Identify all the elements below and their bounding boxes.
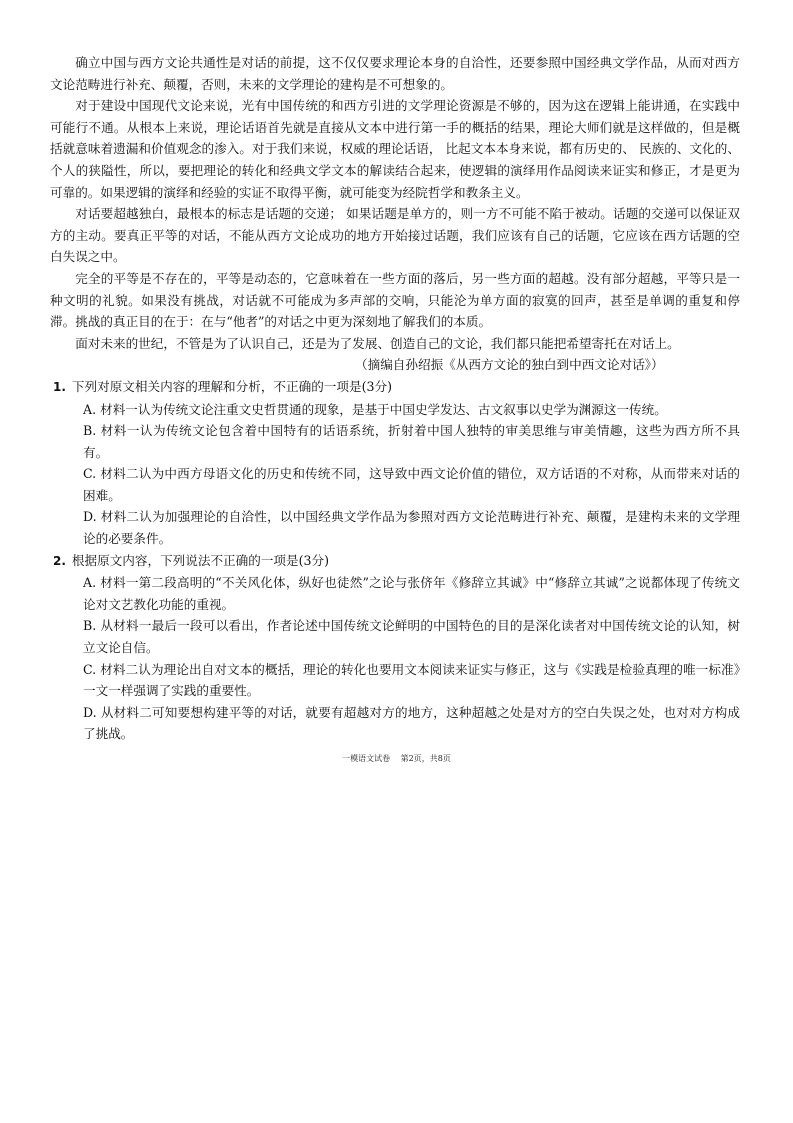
paragraph-2: 对于建设中国现代文论来说，光有中国传统的和西方引进的文学理论资源是不够的，因为这在逻辑上能讲通，在实践中可能行不通。从根本上来说，理论话语首先就是直接从文本中进行第一手的概括的结果，理论大师们就是这样做的，但是概括就意味着遗漏和价值观念的渗入。对于我们来说，权威的理论话语， 比起文本本身来说，都有历史的、 民族的、文化的、个人的狭隘性，所以，要把理论的转化和经典文学文本的解读结合起来，使逻辑的演绎用作品阅读来证实和修正，才是更为可靠的。如果逻辑的演绎和经验的实证不取得平衡，就可能变为经院哲学和教条主义。 <box>50 98 740 200</box>
paragraph-1: 确立中国与西方文论共通性是对话的前提，这不仅仅要求理论本身的自洽性，还要参照中国经典文学作品，从而对西方文论范畴进行补充、颠覆，否则，未来的文学理论的建构是不可想象的。 <box>50 55 740 92</box>
question-2-stem <box>50 550 740 573</box>
source-citation: （摘编自孙绍振《从西方文论的独白到中西文论对话》） <box>355 357 664 373</box>
question-2-option-c: C. 材料二认为理论出自对文本的概括，理论的转化也要用文本阅读来证实与修正，这与《实践是检验真理的唯一标准》一文一样强调了实践的重要性。 <box>83 661 740 699</box>
question-1-option-b: B. 材料一认为传统文论包含着中国特有的话语系统，折射着中国人独特的审美思维与审美情趣，这些为西方所不具有。 <box>83 423 740 460</box>
reading-passage <box>50 52 740 745</box>
question-1-option-d: D. 材料二认为加强理论的自洽性，以中国经典文学作品为参照对西方文论范畴进行补充、颠覆，是建构未来的文学理论的必要条件。 <box>83 509 740 547</box>
page-footer <box>0 754 793 764</box>
question-1-option-a: A. 材料一认为传统文论注重文史哲贯通的现象，是基于中国史学发达、古文叙事以史学为渊源这一传统。 <box>83 401 667 417</box>
question-1-number: 1. <box>53 379 66 394</box>
question-2-option-d: D. 从材料二可知要想构建平等的对话，就要有超越对方的地方，这种超越之处是对方的空白失误之处，也对对方构成了挑战。 <box>83 704 740 742</box>
question-1-stem <box>50 376 740 399</box>
footer-exam-name: 一模语文试卷 <box>342 754 391 763</box>
question-2-number: 2. <box>53 553 66 568</box>
footer-page-number: 第2页，共8页 <box>400 754 451 763</box>
question-2-text: 根据原文内容，下列说法不正确的一项是(3分) <box>71 552 330 568</box>
question-1-option-c: C. 材料二认为中西方母语文化的历史和传统不同，这导致中西文论价值的错位，双方话语的不对称，从而带来对话的困难。 <box>83 466 740 503</box>
question-2-option-a: A. 材料一第二段高明的“不关风化体，纵好也徒然”之论与张侪年《修辞立其诚》中“修辞立其诚”之说都体现了传统文论对文艺教化功能的重视。 <box>83 575 740 612</box>
question-1-text: 下列对原文相关内容的理解和分析，不正确的一项是(3分) <box>71 378 393 394</box>
question-2-option-b: B. 从材料一最后一段可以看出，作者论述中国传统文论鲜明的中国特色的目的是深化读者对中国传统文论的认知，树立文论自信。 <box>83 618 740 656</box>
paragraph-5: 面对未来的世纪，不管是为了认识自己，还是为了发展、创造自己的文论，我们都只能把希望寄托在对话上。 <box>75 335 680 351</box>
paragraph-3: 对话要超越独白，最根本的标志是话题的交递； 如果话题是单方的，则一方不可能不陷于被动。话题的交递可以保证双方的主动。要真正平等的对话，不能从西方文论成功的地方开始接过话题，我们应该有自己的话题，它应该在西方话题的空白失误之中。 <box>50 206 740 265</box>
paragraph-4: 完全的平等是不存在的，平等是动态的，它意味着在一些方面的落后，另一些方面的超越。没有部分超越，平等只是一种文明的礼貌。如果没有挑战，对话就不可能成为多声部的交响，只能沦为单方面的寂寞的回声，甚至是单调的重复和停滞。挑战的真正目的在于：在与“他者”的对话之中更为深刻地了解我们的本质。 <box>50 270 740 330</box>
